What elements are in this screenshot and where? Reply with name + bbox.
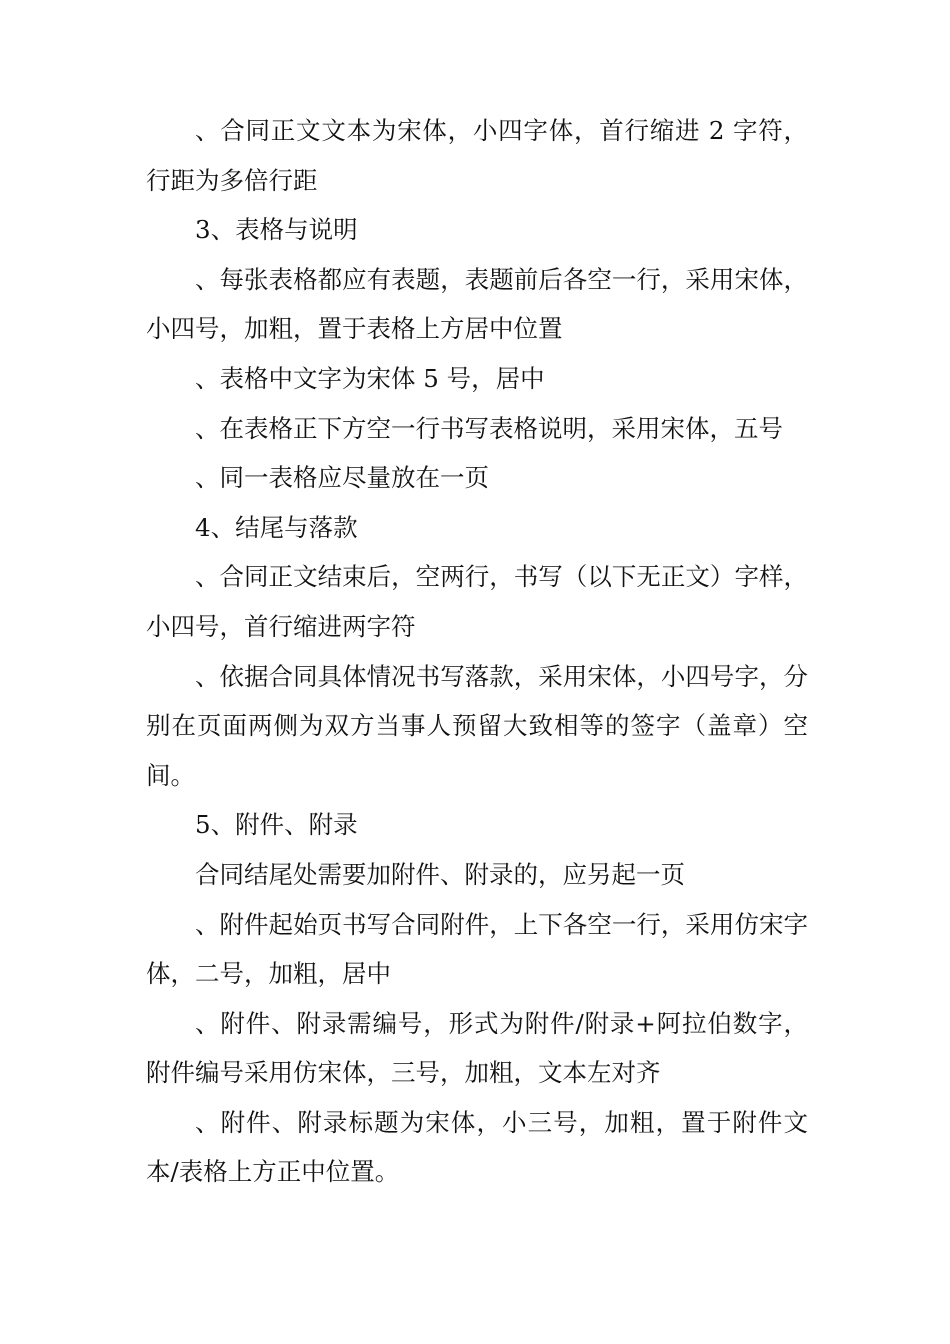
- paragraph-table-text: 、表格中文字为宋体 5 号，居中: [195, 363, 545, 393]
- paragraph-body-font: 、合同正文文本为宋体，小四字体，首行缩进 2 字符，行距为多倍行距: [146, 116, 808, 195]
- heading-ending: 4、结尾与落款: [195, 512, 358, 542]
- paragraph-signature: 、依据合同具体情况书写落款，采用宋体，小四号字，分别在页面两侧为双方当事人预留大致相等的签字（盖章）空间。: [146, 661, 808, 790]
- paragraph-appendix-number: 、附件、附录需编号，形式为附件/附录+阿拉伯数字，附件编号采用仿宋体，三号，加粗，文本左对齐: [146, 1008, 808, 1088]
- document-page: [146, 106, 808, 1197]
- paragraph-appendix-start: 、附件起始页书写合同附件，上下各空一行，采用仿宋字体，二号，加粗，居中: [146, 909, 808, 989]
- paragraph-appendix-title: 、附件、附录标题为宋体，小三号，加粗，置于附件文本/表格上方正中位置。: [146, 1107, 808, 1187]
- paragraph-table-page: 、同一表格应尽量放在一页: [195, 463, 489, 493]
- heading-tables: 3、表格与说明: [195, 215, 358, 245]
- paragraph-table-title: 、每张表格都应有表题，表题前后各空一行，采用宋体，小四号，加粗，置于表格上方居中位置: [146, 264, 808, 344]
- paragraph-table-note: 、在表格正下方空一行书写表格说明，采用宋体，五号: [195, 413, 783, 443]
- heading-appendix: 5、附件、附录: [195, 810, 358, 840]
- paragraph-ending-text: 、合同正文结束后，空两行，书写（以下无正文）字样，小四号，首行缩进两字符: [146, 562, 808, 641]
- paragraph-appendix-page: 合同结尾处需要加附件、附录的，应另起一页: [195, 859, 685, 889]
